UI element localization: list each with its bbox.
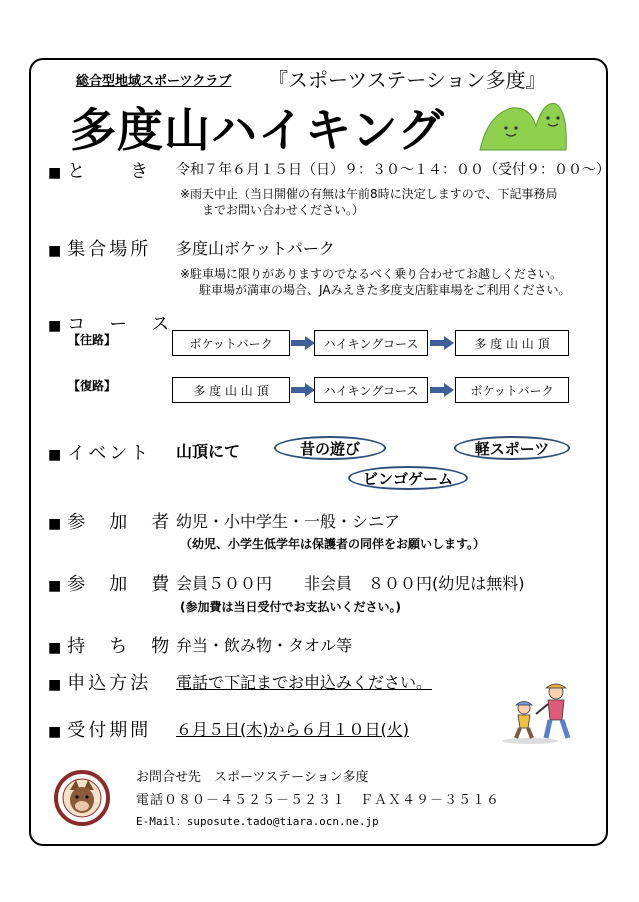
meeting-label: ■ 集合場所 [48,239,152,260]
club-name: 総合型地域スポーツクラブ [76,74,232,89]
meeting-note-2: 駐車場が満車の場合、JAみえきた多度支店駐車場をご利用ください。 [199,283,571,297]
bullet-icon: ■ [48,724,62,740]
fee-note: (参加費は当日受付でお支払いください。) [180,600,401,614]
course-label: ■ コ ー ス [48,314,173,335]
fee-label: ■ 参 加 費 [48,574,173,595]
bring-label: ■ 持 ち 物 [48,636,173,657]
contact-email: E-Mail：suposute.tado@tiara.ocn.ne.jp [136,815,379,828]
meeting-note-1: ※駐車場に限りがありますのでなるべく乗り合わせてお越しください。 [180,267,563,281]
fee-value: 会員５００円 非会員 ８００円(幼児は無料) [176,574,525,593]
period-label: ■ 受付期間 [48,720,152,741]
participants-value: 幼児・小中学生・一般・シニア [176,512,401,531]
event-label: ■ イベント [48,443,152,464]
station-name: 『スポーツステーション多度』 [268,68,546,92]
hikers-icon [500,678,582,744]
bullet-icon: ■ [48,243,62,259]
participants-label: ■ 参 加 者 [48,512,173,533]
arrow-right-icon [291,336,315,350]
date-note-2: までお問い合わせください。） [202,203,365,217]
apply-value: 電話で下記までお申込みください。 [176,673,433,692]
contact-line-1: お問合せ先 スポーツステーション多度 [136,770,369,785]
mountain-icon [478,96,568,152]
date-note-1: ※雨天中止（当日開催の有無は午前8時に決定しますので、下記事務局 [180,187,558,201]
bullet-icon: ■ [48,578,62,594]
apply-label: ■ 申込方法 [48,673,152,694]
arrow-right-icon [430,383,454,397]
outbound-step-2: ハイキングコース [314,330,428,356]
bullet-icon: ■ [48,318,62,334]
date-value: 令和７年６月１５日（日）９：３０～１４：００（受付９：００～） [176,162,610,178]
arrow-right-icon [430,336,454,350]
event-item-bingo: ビンゴゲーム [348,466,468,490]
outbound-step-1: ボケットバーク [172,330,290,356]
return-label: 【復路】 [68,379,117,393]
outbound-label: 【往路】 [68,333,117,347]
outbound-step-3: 多 度 山 山 頂 [455,330,569,356]
return-step-1: 多 度 山 山 頂 [172,377,290,403]
mascot-icon [54,770,110,826]
bullet-icon: ■ [48,677,62,693]
contact-phone-fax: 電話０８０－４５２５－５２３１ ＦＡＸ４９－３５１６ [136,793,501,808]
bullet-icon: ■ [48,447,62,463]
date-label: ■ と き [48,161,152,182]
participants-note: （幼児、小学生低学年は保護者の同伴をお願いします。） [180,537,486,551]
bullet-icon: ■ [48,165,62,181]
event-lead: 山頂にて [176,442,241,461]
event-item-light-sports: 軽スポーツ [454,436,570,460]
bring-value: 弁当・飲み物・タオル等 [176,636,353,655]
period-value: ６月５日(木)から６月１０日(火) [176,720,409,739]
meeting-value: 多度山ボケットパーク [176,239,335,258]
bullet-icon: ■ [48,640,62,656]
arrow-right-icon [291,383,315,397]
page-title: 多度山ハイキング [70,103,445,157]
return-step-2: ハイキングコース [314,377,428,403]
return-step-3: ボケットバーク [455,377,569,403]
bullet-icon: ■ [48,516,62,532]
event-item-old-games: 昔の遊び [274,436,386,460]
